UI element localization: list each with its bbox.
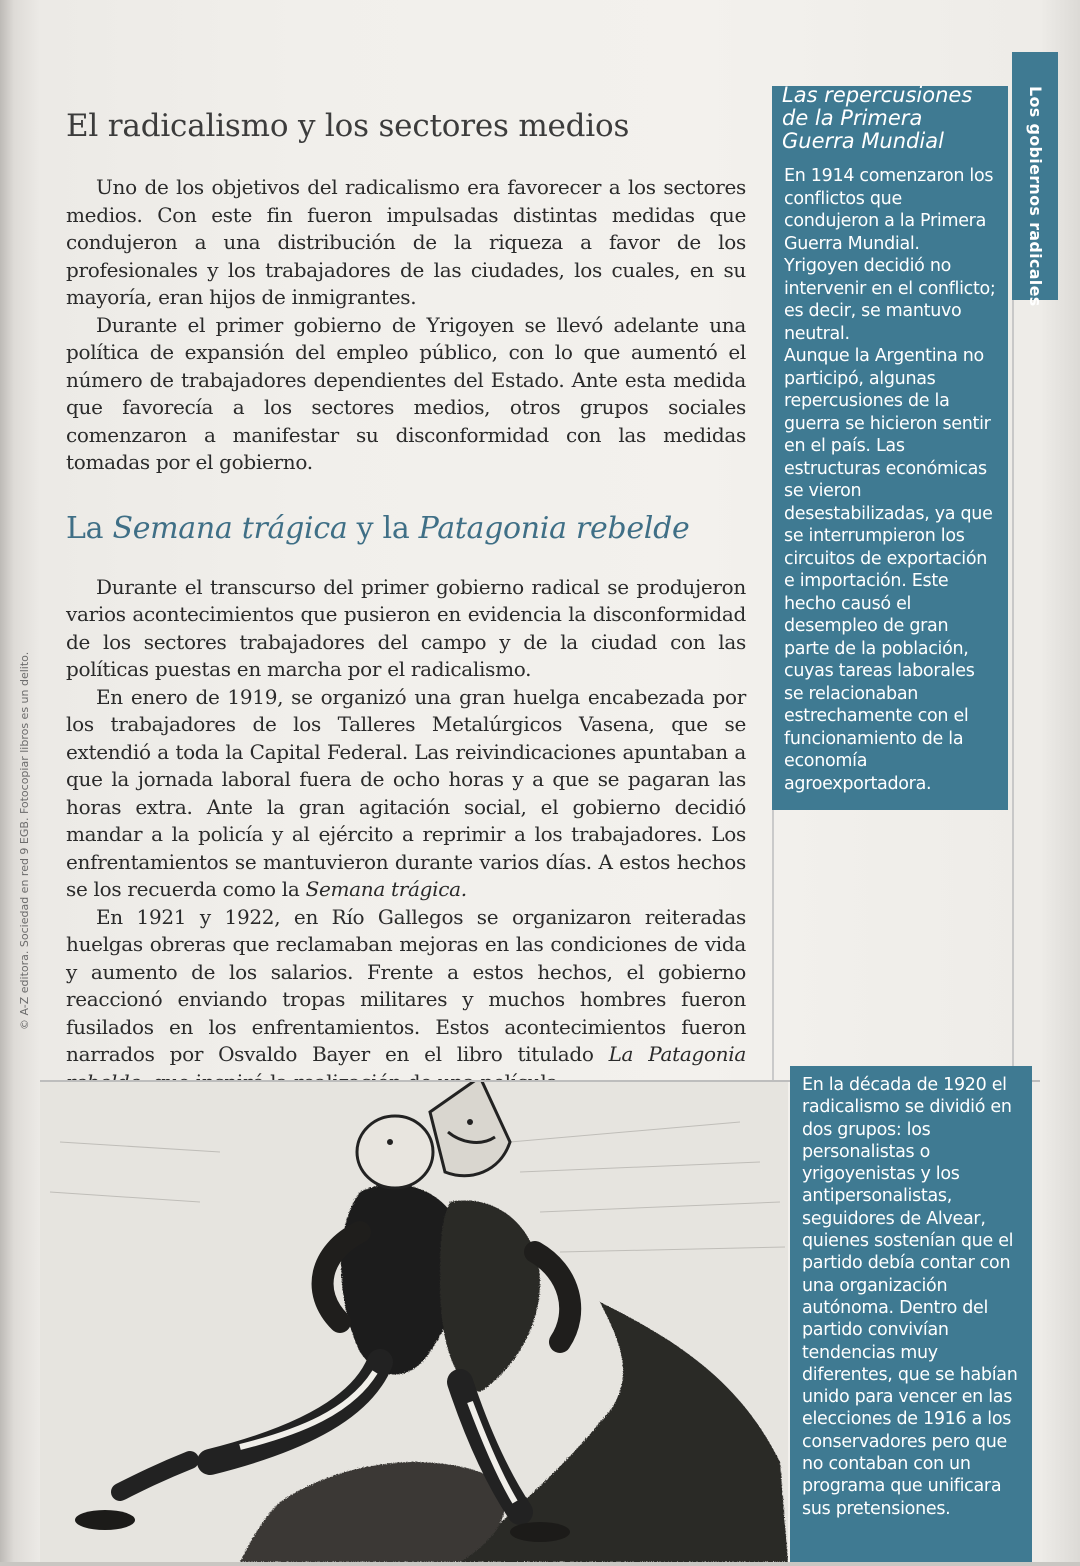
- paragraph: En enero de 1919, se organizó una gran huelga encabezada por los trabajadores de los Talleres Metalúrgicos Vasena, que se extendió a toda la Capital Federal. Las reivindicaciones apuntaban a que la jornada laboral fuera de ocho horas y a que se pagaran las horas extra. Ante la gran agitación social, el gobierno decidió mandar a la policía y al ejército a reprimir a los trabajadores. Los enfrentamientos se mantuvieron durante varios días. A estos hechos se los recuerda como la Semana trágica.: [66, 684, 746, 901]
- caption-box: [790, 1066, 1032, 1562]
- caption-text: En la década de 1920 el radicalismo se dividió en dos grupos: los personalistas o yrigoyenistas y los antipersonalistas, seguidores de Alvear, quienes sostenían que el partido debía contar con una organización autónoma. Dentro del partido convivían tendencias muy diferentes, que se habían unido para vencer en las elecciones de 1916 a los conservadores pero que no contaban con un programa que unificara sus pretensiones.: [802, 1075, 1018, 1519]
- sidebar-title: Las repercusiones de la Primera Guerra Mundial: [782, 83, 973, 153]
- sidebar-paragraph: Aunque la Argentina no participó, algunas repercusiones de la guerra se hicieron sentir en el país. Las estructuras económicas se vieron desestabilizadas, ya que se interrumpieron los circuitos de exportación e importación. Este hecho causó el desempleo de gran parte de la población, cuyas tareas laborales se relacionaban estrechamente con el funcionamiento de la economía agroexportadora.: [784, 346, 993, 794]
- sidebar-body: [772, 153, 1008, 795]
- paragraph: Durante el transcurso del primer gobierno radical se produjeron varios acontecimientos que pusieron en evidencia la disconformidad de los sectores trabajadores del campo y de la ciudad con las políticas puestas en marcha por el radicalismo.: [66, 574, 746, 681]
- historical-cartoon-illustration: [40, 1082, 788, 1562]
- section-title-semana-tragica: La Semana trágica y la Patagonia rebelde: [66, 510, 690, 546]
- chapter-tab-label: Los gobiernos radicales: [1026, 86, 1045, 307]
- sidebar-box: [772, 83, 1008, 810]
- paragraph: En 1921 y 1922, en Río Gallegos se organizaron reiteradas huelgas obreras que reclamaban mejoras en las condiciones de vida y aumento de los salarios. Frente a estos hechos, el gobierno reaccionó enviando tropas militares y muchos hombres fueron fusilados en los enfrentamientos. Estos acontecimientos fueron narrados por Osvaldo Bayer en el libro titulado La Patagonia: [66, 904, 746, 1066]
- sidebar-paragraph: En 1914 comenzaron los conflictos que condujeron a la Primera Guerra Mundial. Yrigoyen decidió no intervenir en el conflicto; es decir, se mantuvo neutral.: [784, 166, 996, 344]
- main-column: [66, 108, 746, 1096]
- copyright-notice: © A-Z editora. Sociedad en red 9 EGB. Fotocopiar libros es un delito.: [18, 651, 31, 1030]
- paragraph: Uno de los objetivos del radicalismo era favorecer a los sectores medios. Con este fin fueron impulsadas distintas medidas que condujeron a una distribución de la riqueza a favor de los profesionales y los trabajadores de las ciudades, los cuales, en su mayoría, eran hijos de inmigrantes.: [66, 175, 746, 309]
- paragraph: Durante el primer gobierno de Yrigoyen se llevó adelante una política de expansión del empleo público, con lo que aumentó el número de trabajadores dependientes del Estado. Ante esta medida que favorecía a los sectores medios, otros grupos sociales comenzaron a manifestar su disconformidad con las medidas tomadas por el gobierno.: [66, 312, 746, 474]
- section-title-radicalismo: El radicalismo y los sectores medios: [66, 108, 630, 144]
- cartoon-drawing: [40, 1082, 788, 1562]
